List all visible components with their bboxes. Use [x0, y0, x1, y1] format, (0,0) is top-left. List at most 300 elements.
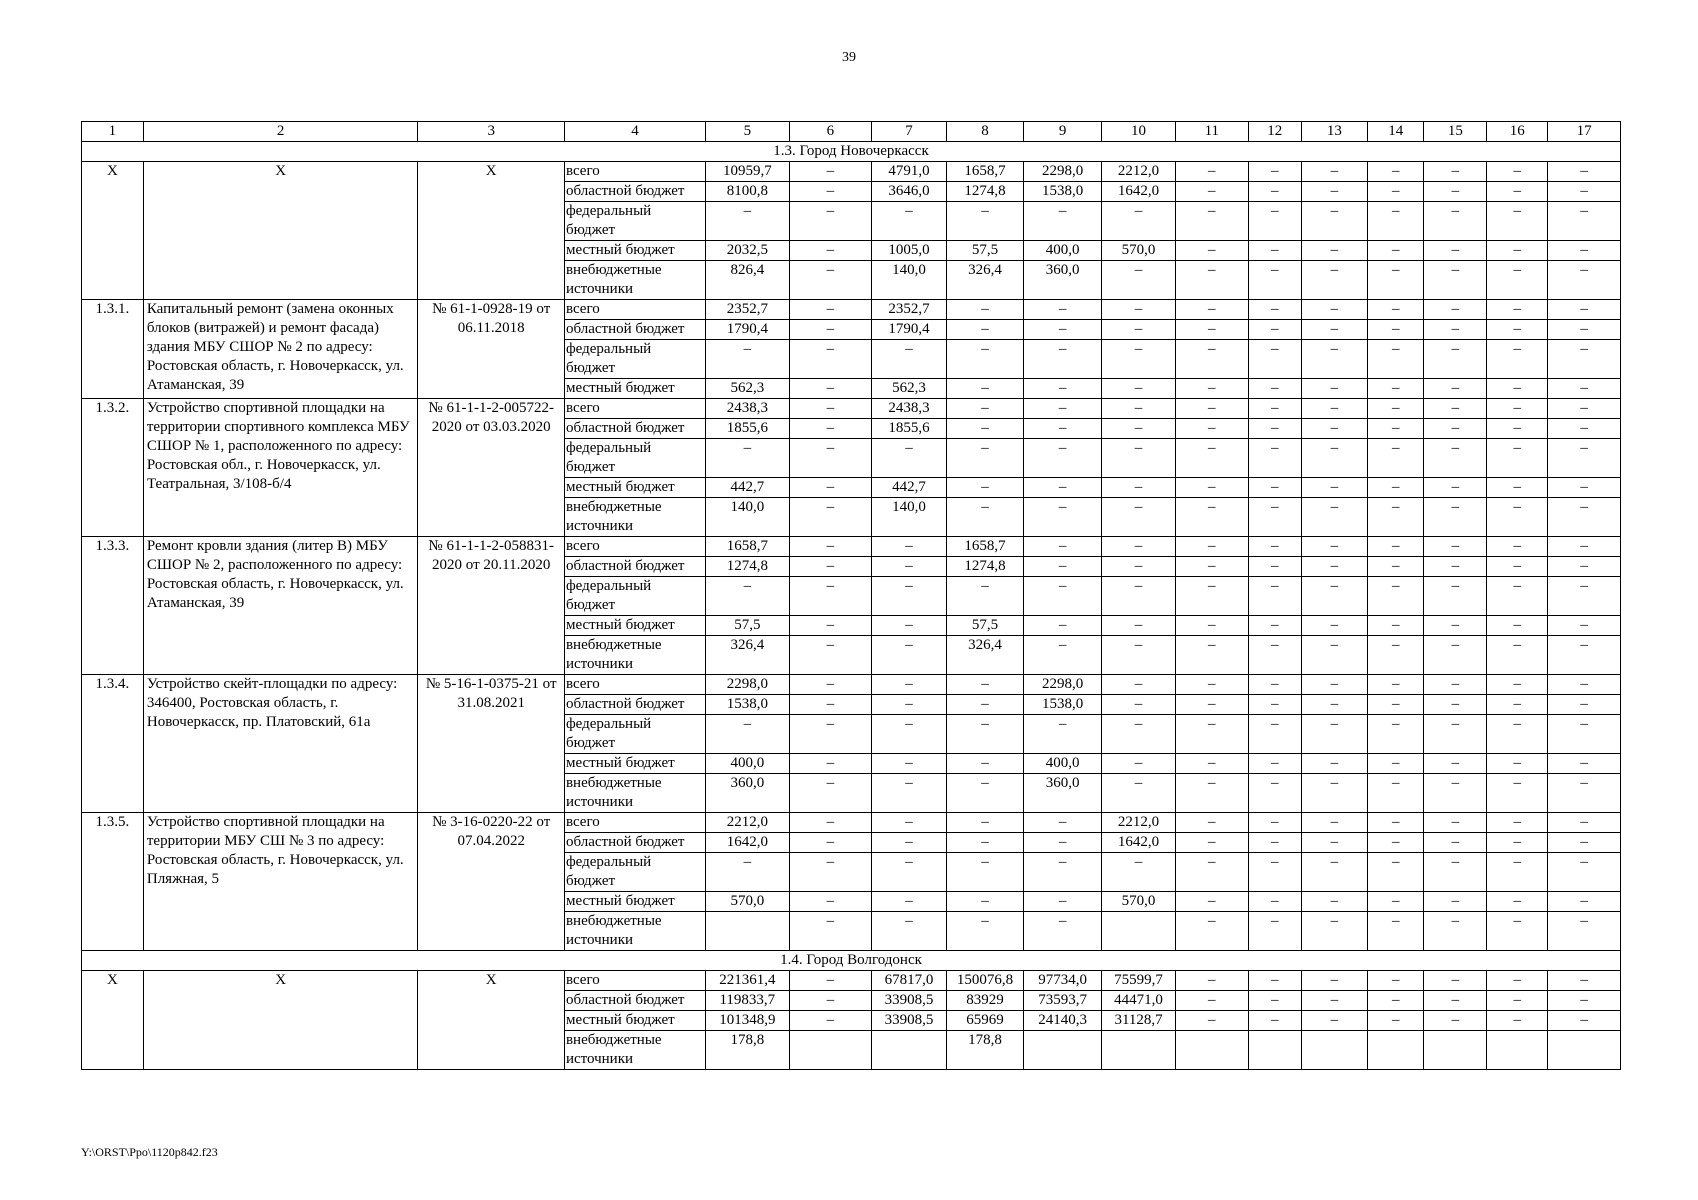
value-cell: – — [789, 912, 871, 951]
table-row — [82, 399, 1621, 419]
value-cell — [1487, 1031, 1548, 1070]
value-cell: – — [789, 971, 871, 991]
funding-source: местный бюджет — [564, 379, 705, 399]
value-cell: 1274,8 — [946, 557, 1023, 577]
value-cell: – — [1024, 557, 1102, 577]
value-cell — [1024, 1031, 1102, 1070]
value-cell: 10959,7 — [706, 162, 790, 182]
value-cell: – — [1248, 439, 1301, 478]
value-cell: – — [706, 340, 790, 379]
expertise-document: Х — [418, 971, 565, 1070]
value-cell: – — [1548, 971, 1621, 991]
value-cell: 326,4 — [706, 636, 790, 675]
value-cell: – — [1548, 300, 1621, 320]
value-cell: 2032,5 — [706, 241, 790, 261]
expertise-document: № 61-1-1-2-005722-2020 от 03.03.2020 — [418, 399, 565, 537]
funding-source: областной бюджет — [564, 991, 705, 1011]
value-cell: 2438,3 — [706, 399, 790, 419]
value-cell: – — [1424, 892, 1487, 912]
value-cell — [1102, 1031, 1176, 1070]
value-cell: – — [1102, 557, 1176, 577]
item-number: Х — [82, 971, 144, 1070]
value-cell: – — [1102, 636, 1176, 675]
value-cell: – — [1248, 636, 1301, 675]
value-cell: – — [789, 715, 871, 754]
value-cell: – — [1248, 813, 1301, 833]
value-cell: – — [1102, 577, 1176, 616]
funding-source: внебюджетные источники — [564, 912, 705, 951]
value-cell: – — [1368, 537, 1424, 557]
value-cell — [706, 912, 790, 951]
value-cell: – — [1368, 754, 1424, 774]
value-cell: – — [1301, 320, 1367, 340]
value-cell: – — [872, 616, 947, 636]
value-cell: – — [1301, 833, 1367, 853]
value-cell: – — [1368, 892, 1424, 912]
value-cell: 1790,4 — [872, 320, 947, 340]
column-number: 14 — [1368, 122, 1424, 142]
value-cell: – — [1487, 182, 1548, 202]
value-cell: – — [872, 557, 947, 577]
value-cell: 826,4 — [706, 261, 790, 300]
value-cell: – — [1487, 419, 1548, 439]
value-cell: – — [1248, 300, 1301, 320]
value-cell: – — [1175, 379, 1248, 399]
section-title: 1.4. Город Волгодонск — [82, 951, 1621, 971]
value-cell: – — [1368, 971, 1424, 991]
value-cell: 2438,3 — [872, 399, 947, 419]
value-cell: 83929 — [946, 991, 1023, 1011]
value-cell: – — [1368, 577, 1424, 616]
value-cell: – — [706, 577, 790, 616]
value-cell: – — [1424, 853, 1487, 892]
value-cell: – — [1248, 1011, 1301, 1031]
value-cell: – — [789, 439, 871, 478]
value-cell: – — [1024, 892, 1102, 912]
value-cell: – — [872, 892, 947, 912]
value-cell: – — [1248, 498, 1301, 537]
value-cell: – — [872, 202, 947, 241]
value-cell: – — [1368, 182, 1424, 202]
value-cell: – — [1487, 261, 1548, 300]
value-cell: – — [946, 419, 1023, 439]
value-cell: – — [789, 1011, 871, 1031]
value-cell: – — [1487, 616, 1548, 636]
expertise-document: № 5-16-1-0375-21 от 31.08.2021 — [418, 675, 565, 813]
value-cell: – — [789, 419, 871, 439]
value-cell: – — [946, 320, 1023, 340]
value-cell: – — [1424, 636, 1487, 675]
value-cell: – — [1301, 853, 1367, 892]
value-cell: – — [1248, 202, 1301, 241]
value-cell: – — [1102, 537, 1176, 557]
funding-source: областной бюджет — [564, 419, 705, 439]
value-cell: – — [1102, 853, 1176, 892]
value-cell: 178,8 — [946, 1031, 1023, 1070]
value-cell: – — [946, 202, 1023, 241]
funding-source: местный бюджет — [564, 1011, 705, 1031]
value-cell: – — [946, 498, 1023, 537]
value-cell: – — [872, 833, 947, 853]
page-number: 39 — [842, 50, 856, 65]
value-cell: – — [1301, 774, 1367, 813]
value-cell: – — [946, 300, 1023, 320]
value-cell: – — [789, 379, 871, 399]
value-cell: 1642,0 — [1102, 833, 1176, 853]
value-cell: 400,0 — [1024, 241, 1102, 261]
value-cell: – — [1301, 162, 1367, 182]
value-cell: – — [1301, 498, 1367, 537]
value-cell: – — [1424, 241, 1487, 261]
funding-source: местный бюджет — [564, 241, 705, 261]
value-cell: – — [1424, 557, 1487, 577]
value-cell: – — [1368, 340, 1424, 379]
item-number: Х — [82, 162, 144, 300]
value-cell: 3646,0 — [872, 182, 947, 202]
value-cell: 1790,4 — [706, 320, 790, 340]
column-number: 12 — [1248, 122, 1301, 142]
value-cell: – — [1487, 537, 1548, 557]
value-cell: – — [1424, 774, 1487, 813]
value-cell: – — [872, 675, 947, 695]
value-cell: – — [1102, 774, 1176, 813]
value-cell: 97734,0 — [1024, 971, 1102, 991]
value-cell: – — [1175, 419, 1248, 439]
value-cell — [872, 1031, 947, 1070]
value-cell: – — [1301, 754, 1367, 774]
value-cell: – — [1102, 478, 1176, 498]
column-number: 4 — [564, 122, 705, 142]
value-cell: – — [1024, 498, 1102, 537]
value-cell: – — [1175, 182, 1248, 202]
value-cell: 57,5 — [946, 241, 1023, 261]
expertise-document: № 61-1-0928-19 от 06.11.2018 — [418, 300, 565, 399]
value-cell: – — [706, 853, 790, 892]
value-cell: – — [1102, 616, 1176, 636]
value-cell: – — [872, 636, 947, 675]
value-cell: – — [1301, 478, 1367, 498]
value-cell: – — [1487, 833, 1548, 853]
value-cell: – — [1248, 379, 1301, 399]
value-cell: – — [1024, 379, 1102, 399]
value-cell: – — [1548, 774, 1621, 813]
value-cell: – — [1175, 1011, 1248, 1031]
value-cell: – — [1368, 991, 1424, 1011]
value-cell: – — [1248, 478, 1301, 498]
value-cell: – — [1548, 162, 1621, 182]
value-cell: – — [1301, 971, 1367, 991]
value-cell: – — [1175, 892, 1248, 912]
value-cell: – — [1024, 300, 1102, 320]
value-cell: – — [1368, 675, 1424, 695]
value-cell: – — [1424, 616, 1487, 636]
value-cell: – — [1248, 577, 1301, 616]
value-cell: – — [1024, 340, 1102, 379]
value-cell: – — [789, 162, 871, 182]
value-cell: – — [1424, 379, 1487, 399]
value-cell: – — [1301, 912, 1367, 951]
table-row — [82, 537, 1621, 557]
value-cell: – — [946, 695, 1023, 715]
value-cell: – — [1487, 379, 1548, 399]
value-cell: – — [1368, 261, 1424, 300]
value-cell: – — [1301, 439, 1367, 478]
value-cell: – — [1368, 912, 1424, 951]
funding-source: всего — [564, 162, 705, 182]
value-cell: 8100,8 — [706, 182, 790, 202]
value-cell: – — [1487, 892, 1548, 912]
value-cell: – — [1175, 675, 1248, 695]
expertise-document: Х — [418, 162, 565, 300]
value-cell: – — [1301, 636, 1367, 675]
value-cell: – — [1487, 439, 1548, 478]
value-cell: – — [1024, 439, 1102, 478]
value-cell: 570,0 — [706, 892, 790, 912]
value-cell: 1658,7 — [946, 162, 1023, 182]
funding-source: областной бюджет — [564, 557, 705, 577]
value-cell: – — [1248, 261, 1301, 300]
value-cell: – — [1548, 182, 1621, 202]
value-cell: 2212,0 — [1102, 162, 1176, 182]
value-cell: 562,3 — [872, 379, 947, 399]
value-cell: – — [1175, 991, 1248, 1011]
value-cell: – — [1548, 892, 1621, 912]
value-cell: – — [1102, 695, 1176, 715]
value-cell: – — [1487, 577, 1548, 616]
value-cell: – — [1424, 1011, 1487, 1031]
table-row — [82, 813, 1621, 833]
item-description: Устройство спортивной площадки на территории МБУ СШ № 3 по адресу: Ростовская область, г. Новочеркасск, ул. Пляжная, 5 — [143, 813, 418, 951]
value-cell: – — [1368, 399, 1424, 419]
value-cell: – — [1548, 991, 1621, 1011]
column-number: 1 — [82, 122, 144, 142]
footer-file-path: Y:\ORST\Ppo\1120p842.f23 — [81, 1145, 218, 1159]
value-cell: – — [1248, 892, 1301, 912]
value-cell: – — [706, 439, 790, 478]
value-cell: – — [1368, 300, 1424, 320]
value-cell: – — [1424, 300, 1487, 320]
expertise-document: № 61-1-1-2-058831-2020 от 20.11.2020 — [418, 537, 565, 675]
value-cell: 360,0 — [1024, 261, 1102, 300]
value-cell: – — [1024, 202, 1102, 241]
value-cell: – — [1248, 340, 1301, 379]
value-cell: – — [1248, 399, 1301, 419]
table-row — [82, 675, 1621, 695]
value-cell: – — [1301, 695, 1367, 715]
value-cell: – — [1487, 340, 1548, 379]
column-number: 17 — [1548, 122, 1621, 142]
value-cell: – — [1487, 557, 1548, 577]
value-cell: – — [946, 833, 1023, 853]
value-cell: – — [1548, 261, 1621, 300]
funding-source: областной бюджет — [564, 182, 705, 202]
value-cell: – — [1487, 498, 1548, 537]
value-cell: – — [1424, 162, 1487, 182]
value-cell: – — [872, 813, 947, 833]
value-cell: – — [1024, 577, 1102, 616]
value-cell: – — [1424, 715, 1487, 754]
funding-source: федеральный бюджет — [564, 202, 705, 241]
value-cell: – — [1301, 991, 1367, 1011]
value-cell: – — [789, 813, 871, 833]
value-cell: – — [789, 241, 871, 261]
funding-source: всего — [564, 971, 705, 991]
value-cell: – — [1175, 754, 1248, 774]
value-cell: – — [1368, 1011, 1424, 1031]
value-cell: – — [1548, 853, 1621, 892]
value-cell: – — [1102, 320, 1176, 340]
value-cell: – — [1424, 971, 1487, 991]
value-cell: – — [1548, 813, 1621, 833]
funding-source: внебюджетные источники — [564, 1031, 705, 1070]
value-cell: – — [1548, 557, 1621, 577]
value-cell: – — [1248, 695, 1301, 715]
value-cell: – — [1175, 537, 1248, 557]
value-cell: 570,0 — [1102, 892, 1176, 912]
value-cell: – — [946, 853, 1023, 892]
column-number: 13 — [1301, 122, 1367, 142]
value-cell: 2212,0 — [706, 813, 790, 833]
item-description: Х — [143, 162, 418, 300]
value-cell: – — [1301, 182, 1367, 202]
value-cell: – — [1487, 715, 1548, 754]
value-cell: – — [1175, 557, 1248, 577]
value-cell: 150076,8 — [946, 971, 1023, 991]
value-cell — [1248, 1031, 1301, 1070]
value-cell: – — [1175, 853, 1248, 892]
funding-source: внебюджетные источники — [564, 498, 705, 537]
value-cell: – — [1301, 577, 1367, 616]
value-cell: – — [1102, 675, 1176, 695]
value-cell: – — [1424, 399, 1487, 419]
value-cell: – — [789, 774, 871, 813]
value-cell: – — [1248, 419, 1301, 439]
value-cell: – — [1424, 537, 1487, 557]
funding-source: местный бюджет — [564, 616, 705, 636]
value-cell: – — [1102, 261, 1176, 300]
value-cell: – — [1424, 182, 1487, 202]
value-cell: – — [1424, 577, 1487, 616]
value-cell: – — [1301, 892, 1367, 912]
value-cell: 65969 — [946, 1011, 1023, 1031]
value-cell: – — [1175, 616, 1248, 636]
item-description: Устройство скейт-площадки по адресу: 346400, Ростовская область, г. Новочеркасск, пр. Платовский, 61а — [143, 675, 418, 813]
value-cell: – — [1548, 636, 1621, 675]
value-cell: – — [1248, 754, 1301, 774]
value-cell: 33908,5 — [872, 991, 947, 1011]
value-cell: – — [1548, 695, 1621, 715]
value-cell: – — [1424, 202, 1487, 241]
value-cell: – — [789, 340, 871, 379]
table-row — [82, 162, 1621, 182]
value-cell: – — [946, 399, 1023, 419]
value-cell: – — [872, 853, 947, 892]
item-number: 1.3.3. — [82, 537, 144, 675]
value-cell: – — [789, 636, 871, 675]
funding-source: внебюджетные источники — [564, 261, 705, 300]
item-description: Устройство спортивной площадки на территории спортивного комплекса МБУ СШОР № 1, расположенного по адресу: Ростовская обл., г. Новочеркасск, ул. Театральная, 3/108-б/4 — [143, 399, 418, 537]
value-cell: – — [706, 202, 790, 241]
value-cell: – — [1102, 439, 1176, 478]
value-cell: – — [1487, 754, 1548, 774]
value-cell: – — [1487, 991, 1548, 1011]
value-cell: – — [1301, 399, 1367, 419]
value-cell: – — [1175, 715, 1248, 754]
value-cell: – — [1487, 320, 1548, 340]
value-cell: 442,7 — [872, 478, 947, 498]
value-cell: – — [1548, 320, 1621, 340]
value-cell: 221361,4 — [706, 971, 790, 991]
value-cell: 73593,7 — [1024, 991, 1102, 1011]
value-cell: – — [1248, 971, 1301, 991]
value-cell: – — [1175, 498, 1248, 537]
value-cell: – — [1487, 813, 1548, 833]
value-cell: – — [789, 695, 871, 715]
value-cell: – — [1248, 320, 1301, 340]
funding-source: местный бюджет — [564, 478, 705, 498]
value-cell: – — [1301, 340, 1367, 379]
value-cell: 24140,3 — [1024, 1011, 1102, 1031]
value-cell: – — [789, 261, 871, 300]
value-cell: 4791,0 — [872, 162, 947, 182]
value-cell: – — [1024, 853, 1102, 892]
value-cell: – — [789, 300, 871, 320]
value-cell: – — [946, 439, 1023, 478]
value-cell: – — [1175, 162, 1248, 182]
value-cell: – — [1424, 912, 1487, 951]
value-cell: 326,4 — [946, 636, 1023, 675]
value-cell: – — [1175, 912, 1248, 951]
header-row — [82, 122, 1621, 142]
value-cell: 2298,0 — [1024, 162, 1102, 182]
value-cell: 1658,7 — [706, 537, 790, 557]
value-cell: – — [1248, 991, 1301, 1011]
column-number: 5 — [706, 122, 790, 142]
value-cell: – — [1424, 754, 1487, 774]
value-cell: 140,0 — [872, 498, 947, 537]
value-cell: – — [1487, 202, 1548, 241]
value-cell: 326,4 — [946, 261, 1023, 300]
funding-source: внебюджетные источники — [564, 774, 705, 813]
value-cell — [1548, 1031, 1621, 1070]
value-cell: – — [946, 912, 1023, 951]
value-cell: – — [789, 182, 871, 202]
value-cell: – — [1548, 577, 1621, 616]
value-cell: – — [1368, 498, 1424, 537]
value-cell: 1855,6 — [872, 419, 947, 439]
value-cell: – — [1024, 537, 1102, 557]
column-number: 15 — [1424, 122, 1487, 142]
value-cell: – — [1301, 1011, 1367, 1031]
value-cell: – — [1368, 379, 1424, 399]
value-cell: – — [1301, 261, 1367, 300]
value-cell — [1175, 1031, 1248, 1070]
value-cell: – — [1301, 715, 1367, 754]
value-cell: – — [1102, 202, 1176, 241]
value-cell: – — [1548, 340, 1621, 379]
value-cell: – — [1548, 241, 1621, 261]
value-cell: – — [1487, 971, 1548, 991]
funding-source: всего — [564, 300, 705, 320]
value-cell: – — [1024, 478, 1102, 498]
value-cell: – — [789, 577, 871, 616]
value-cell: – — [872, 774, 947, 813]
table-row — [82, 300, 1621, 320]
funding-source: областной бюджет — [564, 320, 705, 340]
value-cell: – — [1301, 202, 1367, 241]
value-cell: – — [1424, 695, 1487, 715]
column-number: 2 — [143, 122, 418, 142]
